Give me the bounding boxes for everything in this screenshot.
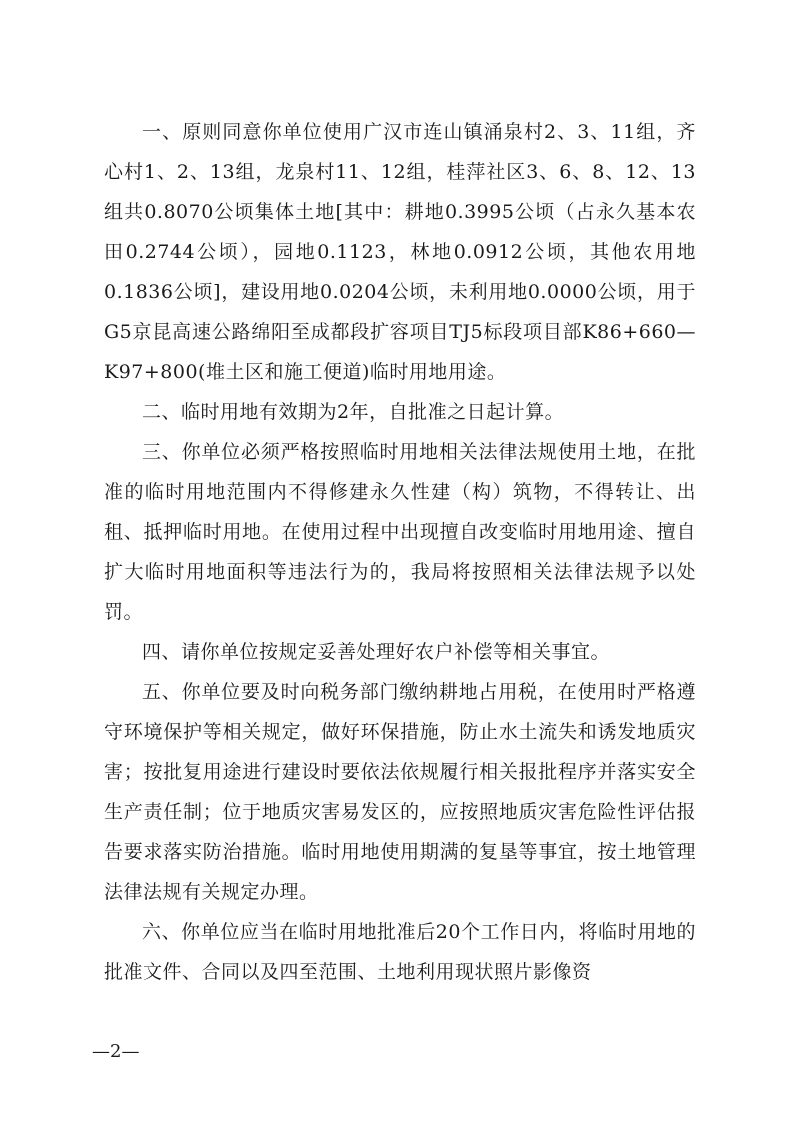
page-number: —2—	[92, 1041, 140, 1062]
document-body	[104, 112, 696, 992]
paragraph-2: 二、临时用地有效期为2年，自批准之日起计算。	[142, 401, 565, 423]
paragraph-6: 六、你单位应当在临时用地批准后20个工作日内，将临时用地的批准文件、合同以及四至范围、土地利用现状照片影像资	[104, 921, 696, 983]
paragraph-4: 四、请你单位按规定妥善处理好农户补偿等相关事宜。	[142, 641, 611, 663]
paragraph-5: 五、你单位要及时向税务部门缴纳耕地占用税，在使用时严格遵守环境保护等相关规定，做好环保措施，防止水土流失和诱发地质灾害；按批复用途进行建设时要依法依规履行相关报批程序并落实安全生产责任制；位于地质灾害易发区的，应按照地质灾害危险性评估报告要求落实防治措施。临时用地使用期满的复垦等事宜，按土地管理法律法规有关规定办理。	[104, 681, 696, 903]
paragraph-3: 三、你单位必须严格按照临时用地相关法律法规使用土地，在批准的临时用地范围内不得修建永久性建（构）筑物，不得转让、出租、抵押临时用地。在使用过程中出现擅自改变临时用地用途、擅自扩大临时用地面积等违法行为的，我局将按照相关法律法规予以处罚。	[104, 441, 696, 623]
paragraph-1: 一、原则同意你单位使用广汉市连山镇涌泉村2、3、11组，齐心村1、2、13组，龙泉村11、12组，桂萍社区3、6、8、12、13组共0.8070公顷集体土地[其中：耕地0.3995公顷（占永久基本农田0.2744公顷），园地0.1123，林地0.0912公顷，其他农用地0.1836公顷]，建设用地0.0204公顷，未利用地0.0000公顷，用于G5京昆高速公路绵阳至成都段扩容项目TJ5标段项目部K86+660—K97+800(堆土区和施工便道)临时用地用途。	[104, 121, 696, 383]
